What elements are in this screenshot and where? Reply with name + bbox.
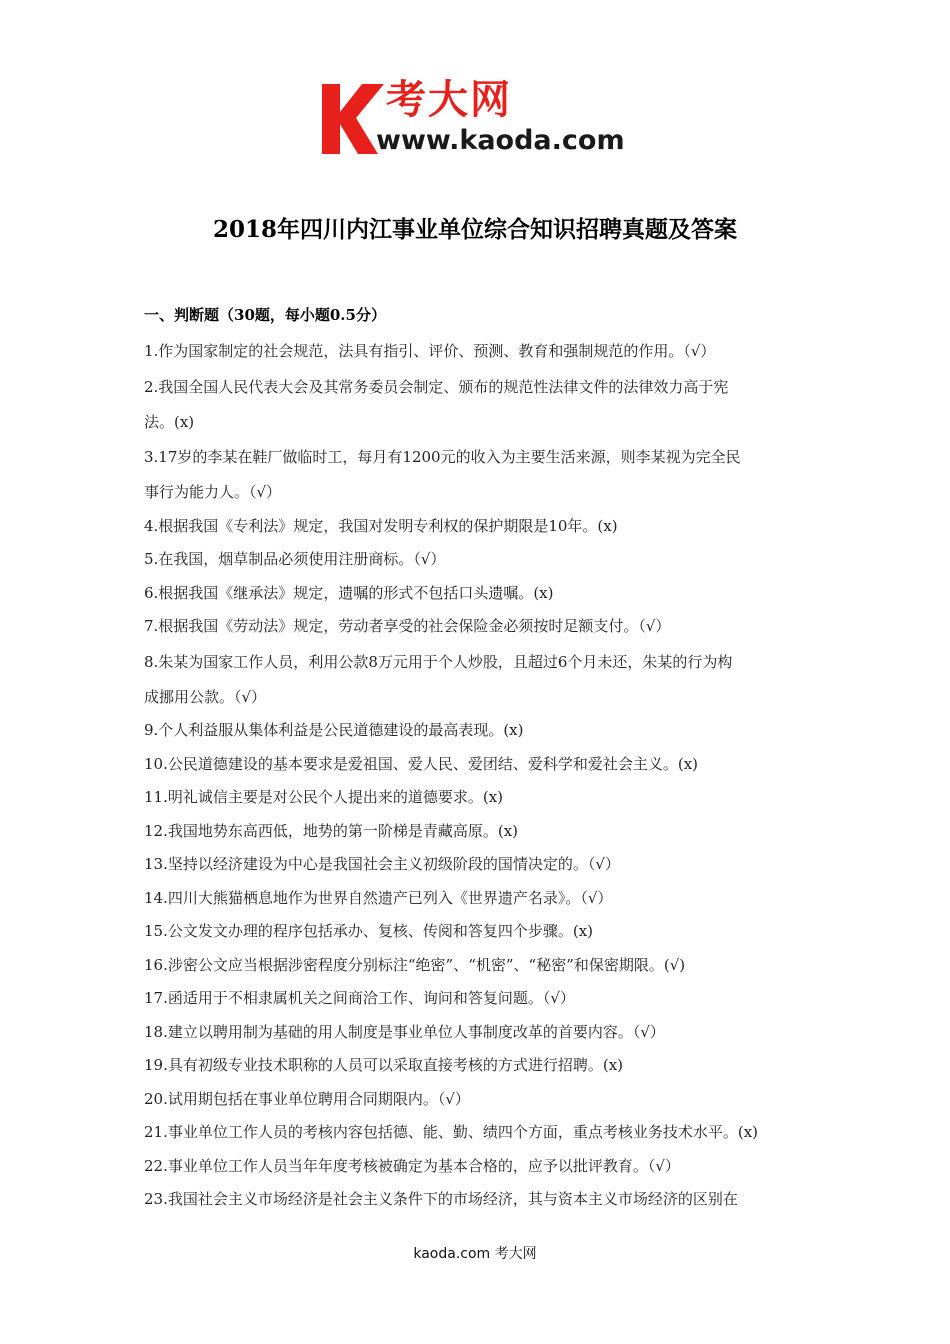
- question-line: 19.具有初级专业技术职称的人员可以采取直接考核的方式进行招聘。(x): [144, 1056, 624, 1074]
- question-line-continuation: 法。(x): [144, 412, 195, 431]
- question-line: 7.根据我国《劳动法》规定，劳动者享受的社会保险金必须按时足额支付。（√）: [144, 617, 671, 635]
- question-line: 16.涉密公文应当根据涉密程度分别标注“绝密”、“机密”、“秘密”和保密期限。(√): [144, 955, 686, 974]
- question-line: 10.公民道德建设的基本要求是爱祖国、爱人民、爱团结、爱科学和爱社会主义。(x): [144, 754, 699, 773]
- page-footer: kaoda.com 考大网: [413, 1246, 537, 1262]
- question-line: 11.明礼诚信主要是对公民个人提出来的道德要求。(x): [144, 788, 504, 806]
- question-line: 5.在我国，烟草制品必须使用注册商标。（√）: [144, 550, 446, 568]
- section-heading: 一、判断题（30题，每小题0.5分）: [144, 306, 386, 324]
- question-line: 6.根据我国《继承法》规定，遗嘱的形式不包括口头遗嘱。(x): [144, 583, 554, 602]
- question-line: 12.我国地势东高西低，地势的第一阶梯是青藏高原。(x): [144, 821, 519, 840]
- question-line: 17.函适用于不相隶属机关之间商洽工作、询问和答复问题。（√）: [144, 989, 575, 1007]
- logo-brand-cn: 考大网: [386, 77, 512, 123]
- question-line-continuation: 事行为能力人。（√）: [144, 483, 282, 501]
- question-line: 1.作为国家制定的社会规范，法具有指引、评价、预测、教育和强制规范的作用。（√）: [144, 342, 716, 360]
- question-line: 9.个人利益服从集体利益是公民道德建设的最高表现。(x): [144, 721, 524, 739]
- question-line: 21.事业单位工作人员的考核内容包括德、能、勤、绩四个方面，重点考核业务技术水平。(x): [144, 1123, 759, 1141]
- question-list: [144, 335, 814, 1217]
- question-line: 23.我国社会主义市场经济是社会主义条件下的市场经济，其与资本主义市场经济的区别在: [144, 1190, 738, 1208]
- question-line: 3.17岁的李某在鞋厂做临时工，每月有1200元的收入为主要生活来源，则李某视为完全民: [144, 448, 741, 466]
- question-line: 8.朱某为国家工作人员，利用公款8万元用于个人炒股，且超过6个月未还，朱某的行为构: [144, 652, 733, 671]
- question-line: 20.试用期包括在事业单位聘用合同期限内。（√）: [144, 1089, 470, 1108]
- question-line: 4.根据我国《专利法》规定，我国对发明专利权的保护期限是10年。(x): [144, 516, 618, 535]
- question-line: 15.公文发文办理的程序包括承办、复核、传阅和答复四个步骤。(x): [144, 922, 594, 940]
- question-line: 14.四川大熊猫栖息地作为世界自然遗产已列入《世界遗产名录》。（√）: [144, 888, 613, 907]
- question-line-continuation: 成挪用公款。（√）: [144, 687, 267, 706]
- document-title: 2018年四川内江事业单位综合知识招聘真题及答案: [212, 216, 737, 243]
- question-line: 18.建立以聘用制为基础的用人制度是事业单位人事制度改革的首要内容。（√）: [144, 1022, 665, 1041]
- logo-brand-url: www.kaoda.com: [376, 125, 625, 156]
- question-line: 13.坚持以经济建设为中心是我国社会主义初级阶段的国情决定的。（√）: [144, 855, 620, 873]
- question-line: 2.我国全国人民代表大会及其常务委员会制定、颁布的规范性法律文件的法律效力高于宪: [144, 377, 729, 396]
- question-line: 22.事业单位工作人员当年年度考核被确定为基本合格的，应予以批评教育。（√）: [144, 1156, 680, 1175]
- site-logo: [318, 78, 638, 160]
